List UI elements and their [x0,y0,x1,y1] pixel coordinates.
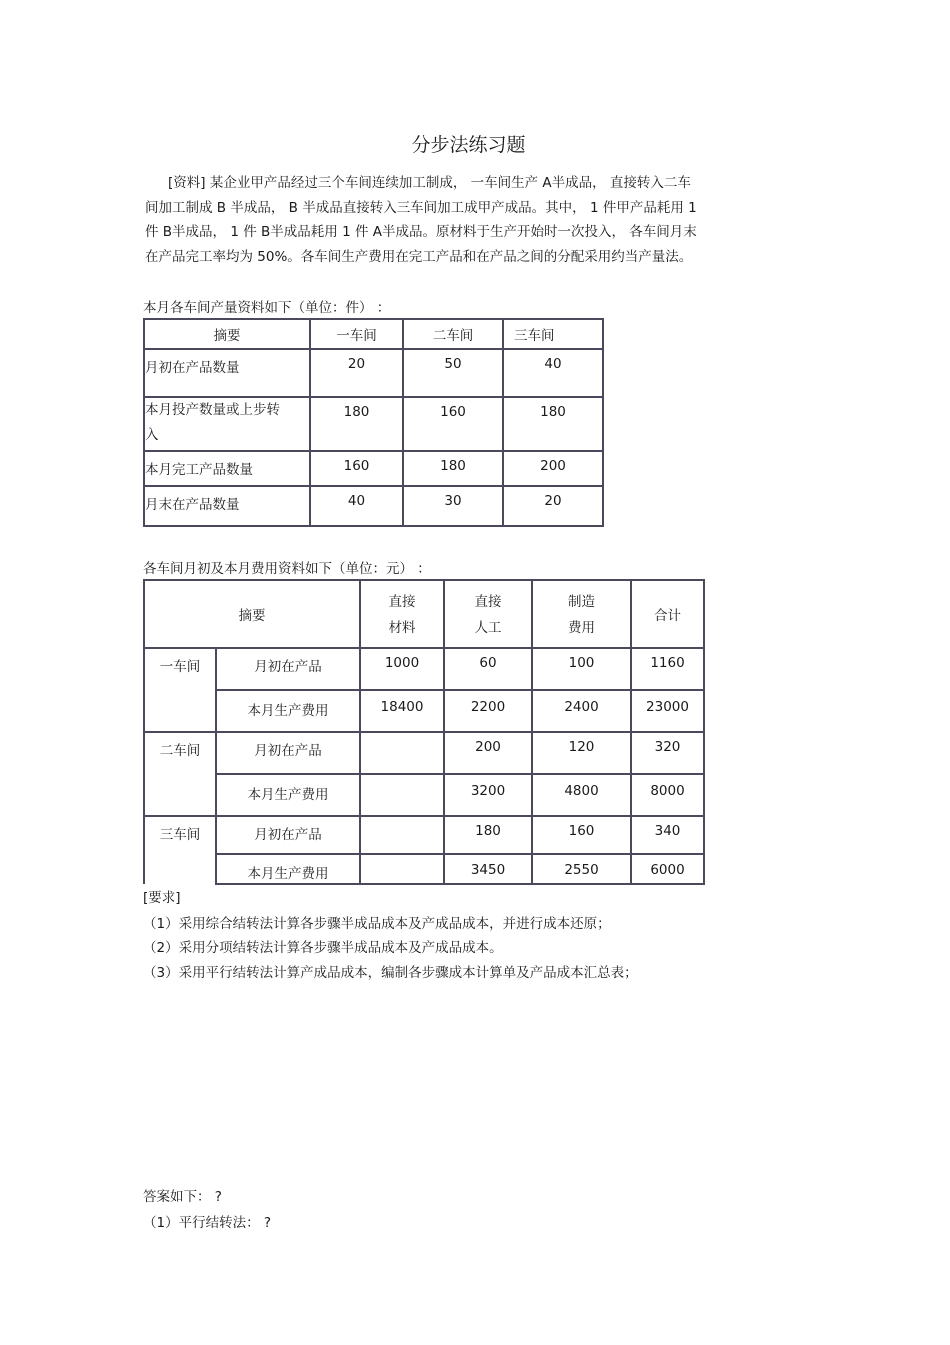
table-row [144,774,704,816]
t1-cell: 180 [310,397,403,451]
t2-workshop-label: 三车间 [144,816,216,884]
t2-cell: 100 [532,648,631,690]
t1-cell: 30 [403,486,503,526]
t2-item: 月初在产品 [216,732,360,774]
t2-header-overhead: 制造 费用 [532,580,631,648]
t2-cell: 60 [444,648,532,690]
requirement-item-3: （3）采用平行结转法计算产成品成本，编制各步骤成本计算单及产品成本汇总表； [143,965,638,981]
table-row [144,854,704,884]
answer-heading: 答案如下： ? [143,1189,222,1205]
t1-cell: 20 [310,349,403,397]
t2-cell: 1160 [631,648,704,690]
table-row [144,397,603,451]
t2-cell: 160 [532,816,631,854]
cost-table [143,579,705,885]
t2-header-material: 直接 材料 [360,580,444,648]
t1-row-label: 本月投产数量或上步转入 [144,397,310,451]
t1-cell: 180 [503,397,603,451]
t2-workshop-label: 二车间 [144,732,216,816]
t1-header-ws3: 三车间 [503,319,603,349]
t1-cell: 200 [503,451,603,486]
t1-header-summary: 摘要 [144,319,310,349]
table-row [144,648,704,690]
table-row [144,732,704,774]
t2-item: 本月生产费用 [216,690,360,732]
t2-cell: 3450 [444,854,532,884]
t1-cell: 180 [403,451,503,486]
t1-cell: 160 [310,451,403,486]
t2-header-labor: 直接 人工 [444,580,532,648]
intro-line-1: [资料] 某企业甲产品经过三个车间连续加工制成， 一车间生产 A半成品， 直接转入二车 [168,175,691,191]
t1-cell: 160 [403,397,503,451]
t2-cell: 2550 [532,854,631,884]
table-row [144,486,603,526]
t2-cell: 320 [631,732,704,774]
t2-cell: 4800 [532,774,631,816]
t2-cell: 340 [631,816,704,854]
t1-header-ws1: 一车间 [310,319,403,349]
t2-cell [360,854,444,884]
intro-line-2: 间加工制成 B 半成品， B 半成品直接转入三车间加工成甲产成品。其中， 1 件甲产品耗用 1 [145,200,697,216]
t1-row-label: 本月完工产品数量 [144,451,310,486]
t2-header-summary: 摘要 [144,580,360,648]
t1-cell: 40 [310,486,403,526]
intro-line-4: 在产品完工率均为 50%。各车间生产费用在完工产品和在产品之间的分配采用约当产量法。 [145,249,693,265]
t2-cell [360,774,444,816]
table-row [144,816,704,854]
table-row [144,690,704,732]
t2-item: 月初在产品 [216,816,360,854]
page-title: 分步法练习题 [411,134,526,156]
t1-cell: 20 [503,486,603,526]
table1-caption: 本月各车间产量资料如下（单位：件） ： [143,300,391,316]
t2-cell: 180 [444,816,532,854]
t2-item: 本月生产费用 [216,774,360,816]
t2-cell [360,816,444,854]
t2-cell: 23000 [631,690,704,732]
t2-item: 本月生产费用 [216,854,360,884]
t2-cell: 8000 [631,774,704,816]
production-table [143,318,604,527]
table-row [144,451,603,486]
table2-caption: 各车间月初及本月费用资料如下（单位：元） ： [143,561,431,577]
t2-cell: 3200 [444,774,532,816]
table-row [144,349,603,397]
t2-item: 月初在产品 [216,648,360,690]
answer-item-1: （1）平行结转法： ? [143,1215,272,1231]
t1-cell: 50 [403,349,503,397]
t2-cell: 1000 [360,648,444,690]
t1-row-label: 月初在产品数量 [144,349,310,397]
requirement-item-2: （2）采用分项结转法计算各步骤半成品成本及产成品成本。 [143,940,503,956]
t2-cell: 200 [444,732,532,774]
t1-row-label: 月末在产品数量 [144,486,310,526]
t2-cell: 120 [532,732,631,774]
t2-cell: 18400 [360,690,444,732]
t2-header-total: 合计 [631,580,704,648]
t2-cell: 6000 [631,854,704,884]
t2-cell: 2200 [444,690,532,732]
requirement-item-1: （1）采用综合结转法计算各步骤半成品成本及产成品成本，并进行成本还原； [143,916,611,932]
requirements-heading: [要求] [143,890,181,906]
t2-cell [360,732,444,774]
intro-line-3: 件 B半成品， 1 件 B半成品耗用 1 件 A半成品。原材料于生产开始时一次投入， 各车间月末 [145,224,697,240]
t2-workshop-label: 一车间 [144,648,216,732]
t1-header-ws2: 二车间 [403,319,503,349]
t2-cell: 2400 [532,690,631,732]
t1-cell: 40 [503,349,603,397]
